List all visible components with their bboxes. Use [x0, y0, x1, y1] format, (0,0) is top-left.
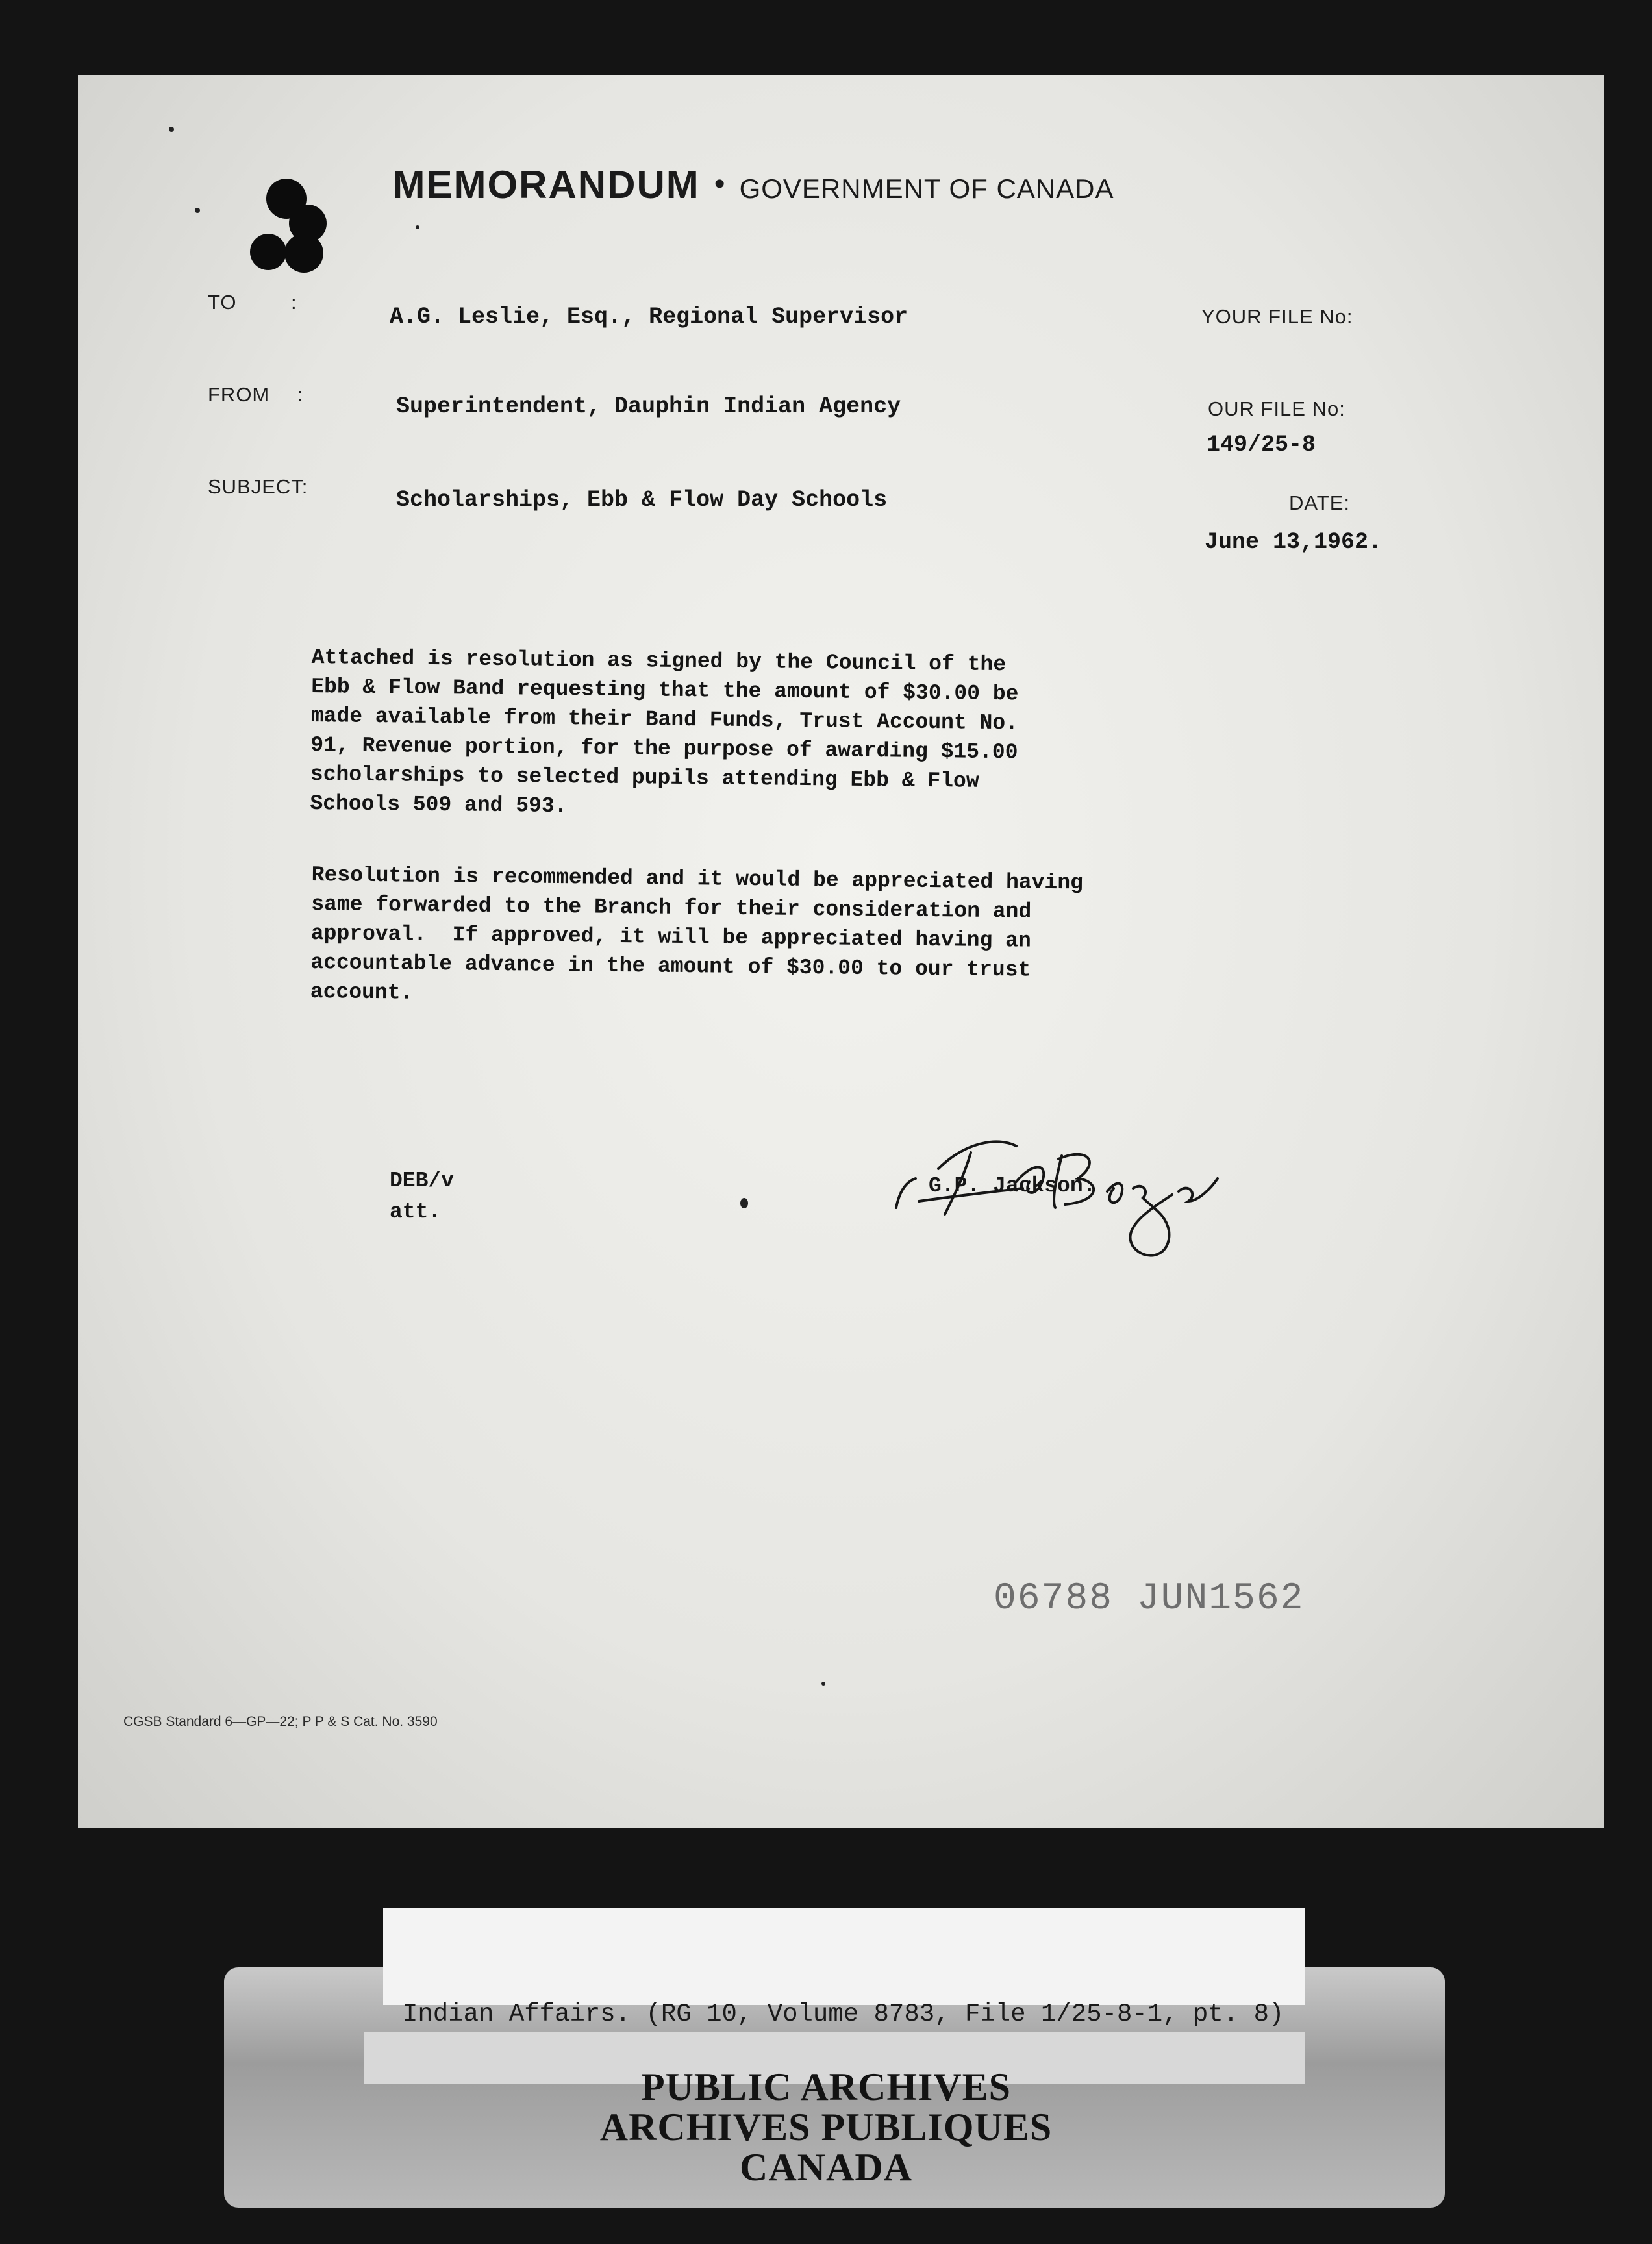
date-value: June 13,1962. — [1205, 529, 1383, 555]
speck — [169, 127, 174, 132]
speck — [821, 1682, 825, 1686]
subject-label: SUBJECT: — [208, 475, 308, 498]
to-label: TO — [208, 291, 237, 314]
initials: DEB/v — [390, 1169, 455, 1193]
handwritten-signature — [893, 1117, 1257, 1266]
archive-reference-card — [383, 1908, 1305, 2005]
from-label: FROM — [208, 383, 270, 406]
archive-stamp-line-2: ARCHIVES PUBLIQUES — [599, 2106, 1053, 2149]
from-colon: : — [297, 383, 304, 406]
memo-header — [0, 162, 1516, 207]
from-value: Superintendent, Dauphin Indian Agency — [396, 393, 901, 419]
body-paragraph-1: Attached is resolution as signed by the Council of the Ebb & Flow Band requesting that the amount of $30.00 be made available from their Band Funds, Trust Account No. 91, Revenue portion, for the purpose of awarding $15.00 scholarships to selected pupils attending Ebb & Flow Schools 509 and 593. — [310, 645, 1019, 819]
our-file-value: 149/25-8 — [1207, 432, 1316, 458]
attachment-note: att. — [390, 1200, 442, 1224]
to-value: A.G. Leslie, Esq., Regional Supervisor — [390, 304, 908, 330]
archive-stamp-line-1: PUBLIC ARCHIVES — [640, 2065, 1012, 2108]
government-name: GOVERNMENT OF CANADA — [739, 173, 1114, 204]
form-footer: CGSB Standard 6—GP—22; P P & S Cat. No. 3590 — [123, 1714, 438, 1729]
subject-value: Scholarships, Ebb & Flow Day Schools — [396, 487, 888, 513]
speck — [416, 225, 419, 229]
to-colon: : — [291, 291, 297, 314]
memo-title: MEMORANDUM — [392, 163, 700, 206]
archive-stamp-line-3: CANADA — [740, 2146, 912, 2189]
header-separator: • — [714, 167, 725, 201]
archive-reference: Indian Affairs. (RG 10, Volume 8783, File 1/25-8-1, pt. 8) — [403, 2000, 1284, 2028]
punch-hole — [250, 234, 286, 270]
punch-hole — [284, 234, 323, 273]
received-date-stamp: 06788 JUN1562 — [994, 1578, 1305, 1620]
your-file-label: YOUR FILE No: — [1201, 305, 1353, 328]
our-file-label: OUR FILE No: — [1208, 397, 1345, 420]
typed-signatory-name: G.P. Jackson. — [929, 1174, 1096, 1198]
speck — [195, 208, 200, 213]
speck — [740, 1198, 748, 1208]
body-paragraph-2: Resolution is recommended and it would be appreciated having same forwarded to the Branch for their consideration and approval. If approved, it will be appreciated having an accountable advance in the amount of $30.00 to our trust account. — [310, 862, 1084, 1005]
date-label: DATE: — [1289, 492, 1350, 514]
